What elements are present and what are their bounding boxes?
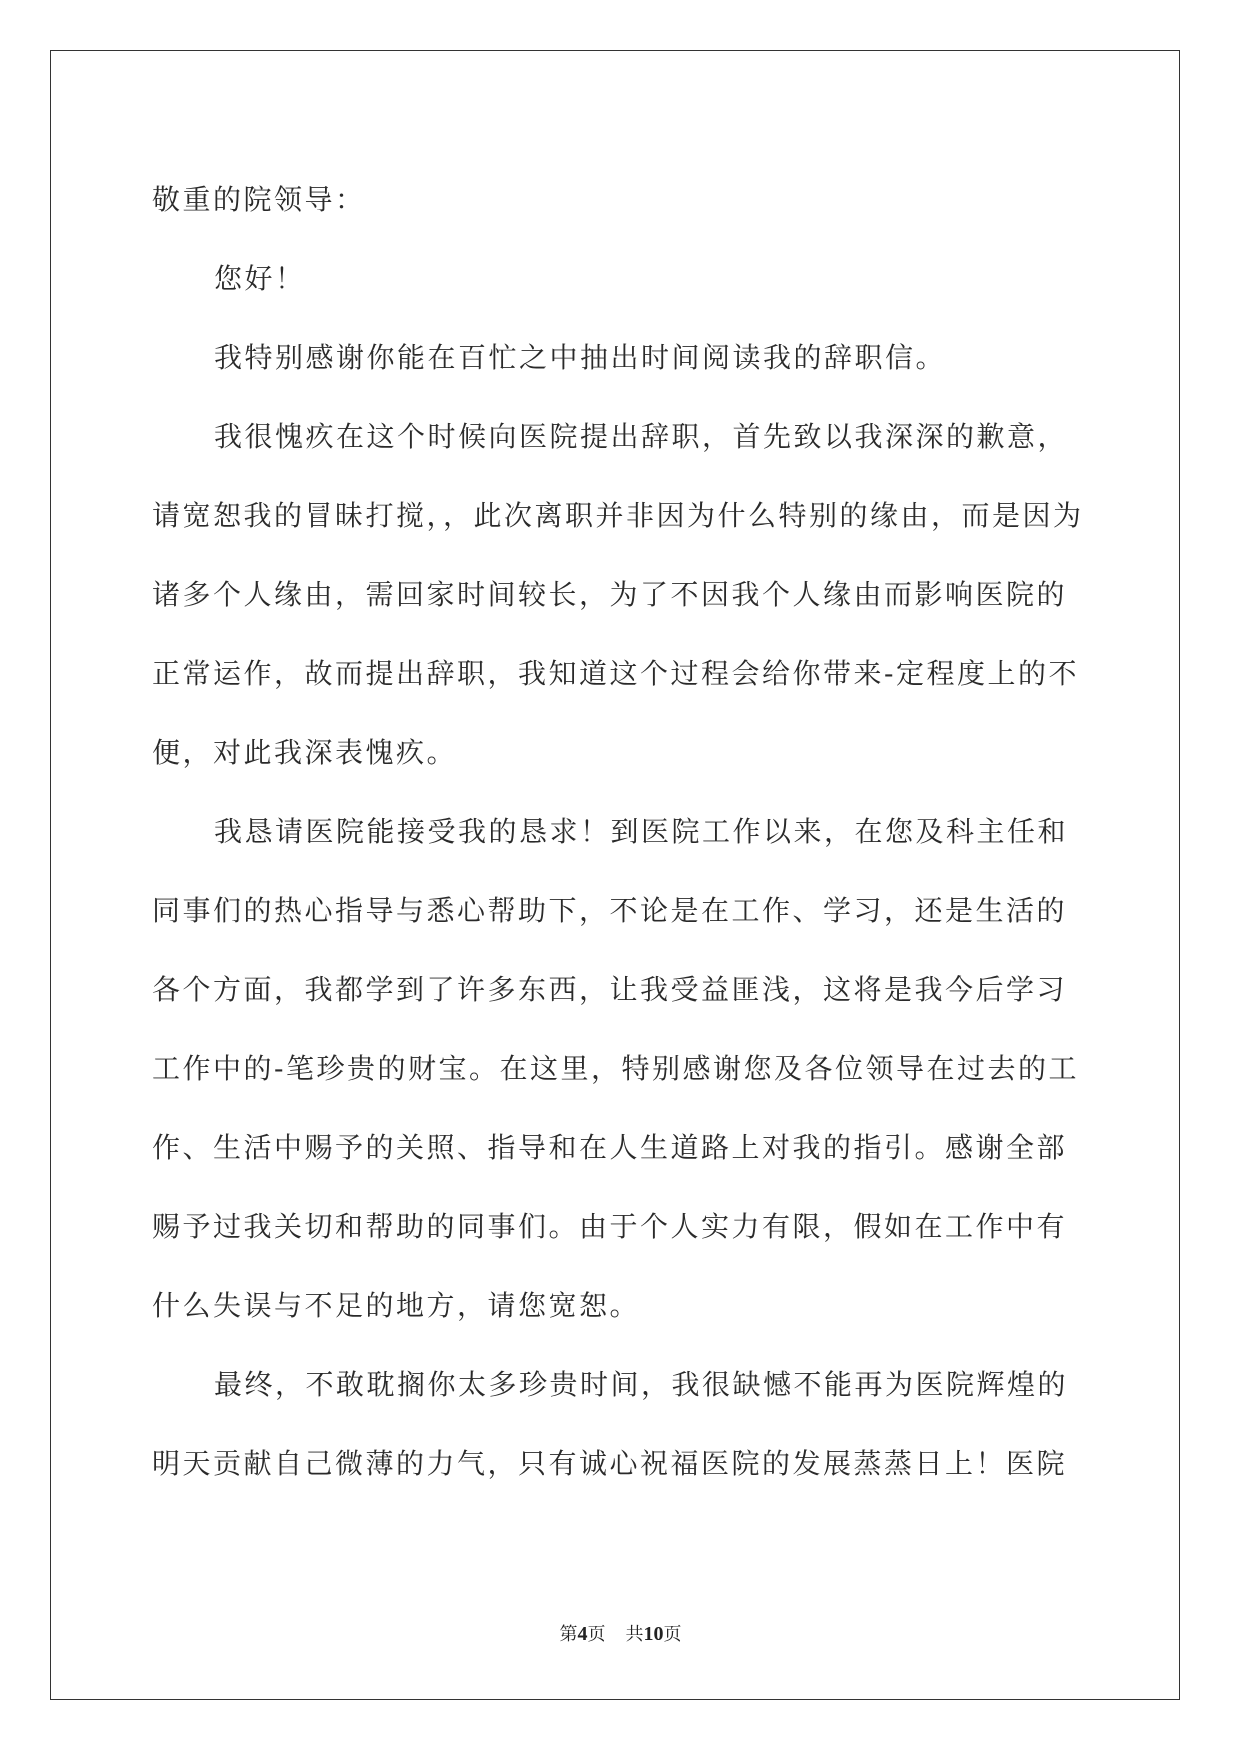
body-line: 我很愧疚在这个时候向医院提出辞职，首先致以我深深的歉意， — [214, 420, 1069, 453]
body-line: 请宽恕我的冒昧打搅，，此次离职并非因为什么特别的缘由，而是因为 — [152, 499, 1084, 532]
page-footer — [0, 1620, 1241, 1646]
body-line: 诸多个人缘由，需回家时间较长，为了不因我个人缘由而影响医院的 — [152, 578, 1068, 611]
total-prefix: 共 — [625, 1624, 644, 1645]
page-suffix: 页 — [587, 1624, 606, 1645]
greeting-line: 您好！ — [214, 262, 306, 295]
total-suffix: 页 — [663, 1624, 682, 1645]
body-line: 便，对此我深表愧疚。 — [152, 736, 458, 769]
body-line: 我特别感谢你能在百忙之中抽出时间阅读我的辞职信。 — [214, 341, 947, 374]
body-line: 我恳请医院能接受我的恳求！到医院工作以来，在您及科主任和 — [214, 815, 1069, 848]
letter-body — [152, 160, 1082, 1503]
body-line: 最终，不敢耽搁你太多珍贵时间，我很缺憾不能再为医院辉煌的 — [214, 1368, 1069, 1401]
body-line: 明天贡献自己微薄的力气，只有诚心祝福医院的发展蒸蒸日上！医院 — [152, 1447, 1068, 1480]
body-line: 工作中的-笔珍贵的财宝。在这里，特别感谢您及各位领导在过去的工 — [152, 1052, 1079, 1085]
body-line: 赐予过我关切和帮助的同事们。由于个人实力有限，假如在工作中有 — [152, 1210, 1068, 1243]
body-line: 作、生活中赐予的关照、指导和在人生道路上对我的指引。感谢全部 — [152, 1131, 1068, 1164]
body-line: 同事们的热心指导与悉心帮助下，不论是在工作、学习，还是生活的 — [152, 894, 1068, 927]
page-prefix: 第 — [559, 1624, 578, 1645]
salutation-line: 敬重的院领导： — [152, 183, 366, 216]
page-number: 4 — [577, 1623, 588, 1645]
body-line: 各个方面，我都学到了许多东西，让我受益匪浅，这将是我今后学习 — [152, 973, 1068, 1006]
body-line: 什么失误与不足的地方，请您宽恕。 — [152, 1289, 641, 1322]
total-pages: 10 — [643, 1623, 664, 1645]
body-line: 正常运作，故而提出辞职，我知道这个过程会给你带来-定程度上的不 — [152, 657, 1079, 690]
